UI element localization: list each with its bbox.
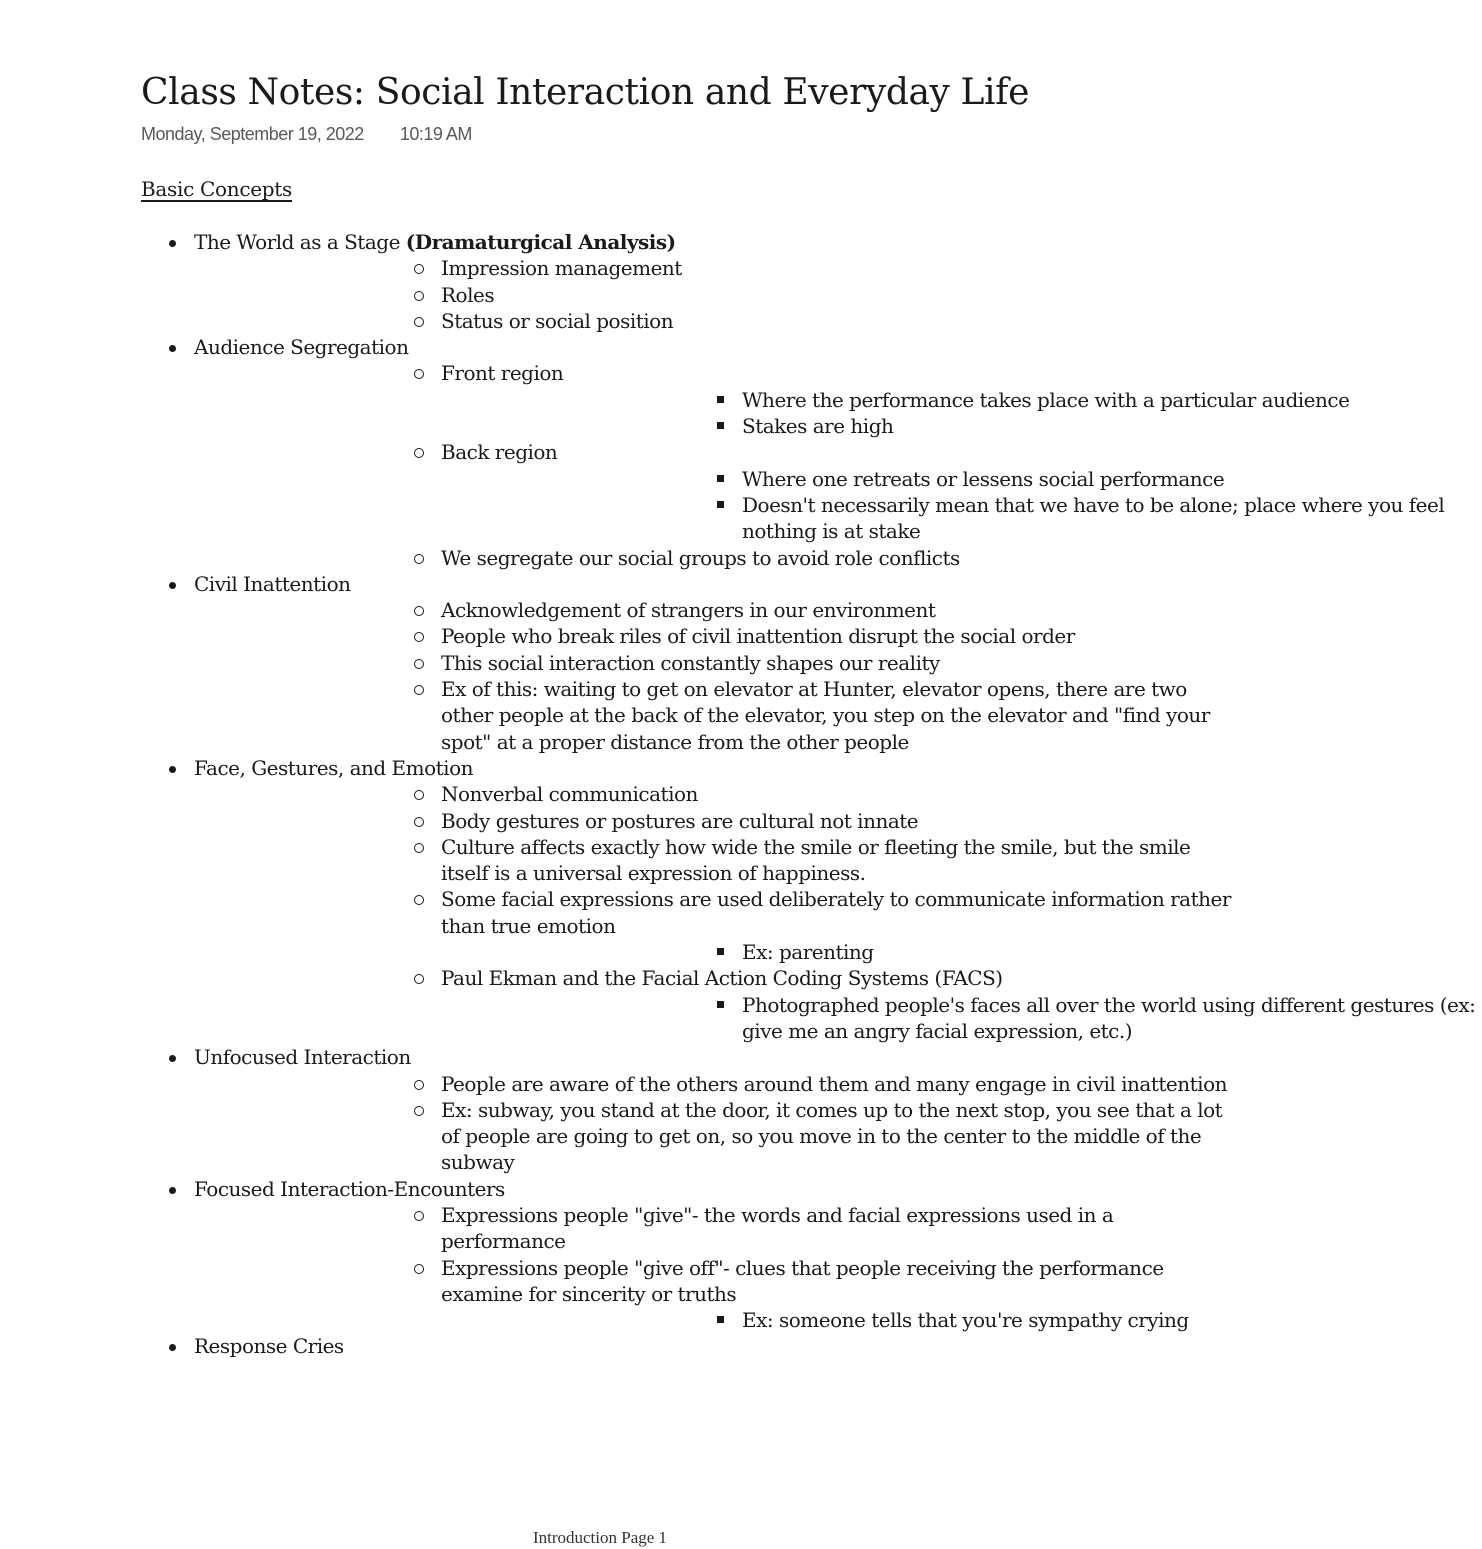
outline-row xyxy=(441,1255,1241,1308)
bullet-circle-icon xyxy=(414,554,424,564)
bullet-circle-icon xyxy=(414,291,424,301)
outline-item-level-2 xyxy=(194,1071,1241,1097)
outline-item-level-2 xyxy=(194,282,1241,308)
bullet-list-level-3 xyxy=(441,1307,1241,1333)
outline-row xyxy=(441,676,1241,755)
bullet-circle-icon xyxy=(414,264,424,274)
outline-item-level-2 xyxy=(194,545,1241,571)
outline-item-text: People are aware of the others around them and many engage in civil inattention xyxy=(441,1071,1227,1096)
bullet-circle-icon xyxy=(414,632,424,642)
bullet-circle-icon xyxy=(414,895,424,905)
outline-item-text: Paul Ekman and the Facial Action Coding Systems (FACS) xyxy=(441,966,1003,991)
outline-row xyxy=(742,939,1482,965)
outline-item-text: Stakes are high xyxy=(742,414,894,439)
outline-row xyxy=(441,308,1241,334)
bullet-disc-icon xyxy=(169,345,176,352)
outline-item-text: Ex: parenting xyxy=(742,940,874,965)
outline-row xyxy=(194,1176,1200,1202)
outline-item-text: Where the performance takes place with a particular audience xyxy=(742,387,1350,412)
page-title: Class Notes: Social Interaction and Everyday Life xyxy=(141,72,1029,113)
bullet-circle-icon xyxy=(414,974,424,984)
outline-row xyxy=(742,387,1482,413)
bullet-circle-icon xyxy=(414,685,424,695)
note-timestamp xyxy=(141,122,472,146)
outline-item-level-2 xyxy=(194,1255,1241,1334)
outline-item-level-2 xyxy=(194,676,1241,755)
outline-row xyxy=(742,992,1482,1045)
outline-row xyxy=(742,492,1482,545)
outline-row xyxy=(742,1307,1482,1333)
outline-item-text: Acknowledgement of strangers in our environment xyxy=(441,598,936,623)
bullet-circle-icon xyxy=(414,317,424,327)
outline-item-text: People who break riles of civil inattention disrupt the social order xyxy=(441,624,1075,649)
bullet-circle-icon xyxy=(414,1106,424,1116)
outline-row xyxy=(441,623,1241,649)
outline-row xyxy=(441,597,1241,623)
outline-row xyxy=(441,965,1241,991)
outline-row xyxy=(194,1333,1200,1359)
outline-item-level-2 xyxy=(194,623,1241,649)
outline-item-text: Photographed people's faces all over the world using different gestures (ex: give me an angry facial expression, etc.) xyxy=(742,992,1476,1043)
outline-row xyxy=(742,413,1482,439)
note-time: 10:19 AM xyxy=(399,124,472,144)
outline-item-text: Roles xyxy=(441,282,495,307)
outline-item-text: Ex: someone tells that you're sympathy crying xyxy=(742,1308,1189,1333)
bullet-list-level-2 xyxy=(194,597,1210,755)
outline-item-level-2 xyxy=(194,965,1476,1044)
outline-item-level-3 xyxy=(441,1307,1482,1333)
outline-item-level-1 xyxy=(0,755,1476,1044)
outline-row xyxy=(441,834,1241,887)
outline-item-level-3 xyxy=(441,466,1482,492)
outline-item-text: Civil Inattention xyxy=(194,571,351,596)
outline-item-text: Body gestures or postures are cultural not innate xyxy=(441,808,919,833)
bullet-list-level-2 xyxy=(194,781,1476,1044)
outline-row xyxy=(194,229,1200,255)
bullet-disc-icon xyxy=(169,582,176,589)
outline-row xyxy=(441,360,1241,386)
outline-item-text: Audience Segregation xyxy=(194,335,409,360)
outline-item-level-2 xyxy=(194,650,1241,676)
outline-row xyxy=(194,1044,1200,1070)
outline-item-level-3 xyxy=(441,939,1482,965)
outline-item-level-1 xyxy=(0,334,1445,571)
bullet-list-level-2 xyxy=(194,255,1200,334)
bullet-list-level-2 xyxy=(194,1071,1227,1176)
outline-item-text: Unfocused Interaction xyxy=(194,1045,411,1070)
bullet-square-icon xyxy=(717,501,724,508)
outline-item-text: Expressions people "give off"- clues that people receiving the performance examine for sincerity or truths xyxy=(441,1255,1164,1306)
bullet-disc-icon xyxy=(169,766,176,773)
outline-item-text: Doesn't necessarily mean that we have to be alone; place where you feel nothing is at stake xyxy=(742,492,1445,544)
bullet-circle-icon xyxy=(414,1264,424,1274)
bullet-circle-icon xyxy=(414,1080,424,1090)
outline-row xyxy=(441,1202,1241,1255)
outline-item-emphasis: (Dramaturgical Analysis) xyxy=(405,230,676,254)
bullet-circle-icon xyxy=(414,790,424,800)
outline-item-level-2 xyxy=(194,255,1241,281)
bullet-list-level-2 xyxy=(194,1202,1200,1333)
bullet-circle-icon xyxy=(414,659,424,669)
outline-item-level-1 xyxy=(0,571,1210,755)
outline-item-level-1 xyxy=(0,1044,1227,1175)
notes-outline xyxy=(0,229,1476,1360)
bullet-list-level-3 xyxy=(441,939,1241,965)
bullet-disc-icon xyxy=(169,1344,176,1351)
bullet-square-icon xyxy=(717,475,724,482)
bullet-circle-icon xyxy=(414,369,424,379)
section-heading: Basic Concepts xyxy=(141,177,293,201)
bullet-square-icon xyxy=(717,1001,724,1008)
outline-row xyxy=(441,255,1241,281)
outline-row xyxy=(441,1097,1241,1176)
outline-item-text: Ex: subway, you stand at the door, it comes up to the next stop, you see that a lot of people are going to get on, so you move in to the center to the middle of the subway xyxy=(441,1097,1223,1175)
outline-item-level-3 xyxy=(441,992,1482,1045)
outline-row xyxy=(194,334,1200,360)
outline-item-level-2 xyxy=(194,781,1241,807)
outline-item-level-3 xyxy=(441,387,1482,413)
outline-row xyxy=(194,571,1200,597)
outline-row xyxy=(441,808,1241,834)
bullet-square-icon xyxy=(717,1316,724,1323)
outline-item-text: Front region xyxy=(441,361,564,386)
bullet-list-level-3 xyxy=(441,992,1476,1045)
bullet-circle-icon xyxy=(414,606,424,616)
outline-item-text: We segregate our social groups to avoid role conflicts xyxy=(441,545,960,570)
outline-item-text: Nonverbal communication xyxy=(441,782,698,807)
outline-row xyxy=(441,886,1241,939)
outline-row xyxy=(441,1071,1241,1097)
bullet-circle-icon xyxy=(414,843,424,853)
bullet-list-level-1 xyxy=(0,229,1476,1360)
outline-item-text: Focused Interaction-Encounters xyxy=(194,1176,505,1201)
note-date: Monday, September 19, 2022 xyxy=(141,124,364,144)
bullet-square-icon xyxy=(717,422,724,429)
outline-item-level-2 xyxy=(194,1097,1241,1176)
outline-item-text: Ex of this: waiting to get on elevator at Hunter, elevator opens, there are two other people at the back of the elevator, you step on the elevator and "find your spot" at a proper distance from the other people xyxy=(441,677,1210,754)
outline-item-level-2 xyxy=(194,834,1241,887)
outline-item-level-2 xyxy=(194,360,1350,439)
outline-item-level-1 xyxy=(0,1176,1200,1334)
outline-item-text: Where one retreats or lessens social performance xyxy=(742,466,1225,491)
outline-item-text: Impression management xyxy=(441,256,682,281)
outline-row xyxy=(441,545,1241,571)
outline-item-level-3 xyxy=(441,413,1482,439)
outline-item-level-2 xyxy=(194,1202,1241,1255)
bullet-list-level-2 xyxy=(194,360,1445,570)
outline-item-text: Culture affects exactly how wide the smile or fleeting the smile, but the smile itself is a universal expression of happiness. xyxy=(441,834,1191,886)
bullet-disc-icon xyxy=(169,1187,176,1194)
outline-item-text: Response Cries xyxy=(194,1334,344,1359)
bullet-square-icon xyxy=(717,396,724,403)
outline-item-text: The World as a Stage xyxy=(194,230,406,254)
outline-row xyxy=(194,755,1200,781)
outline-row xyxy=(441,439,1241,465)
outline-item-level-1 xyxy=(0,229,1200,334)
outline-item-text: Face, Gestures, and Emotion xyxy=(194,755,473,780)
outline-item-level-3 xyxy=(441,492,1482,545)
page-footer: Introduction Page 1 xyxy=(532,1528,668,1547)
bullet-disc-icon xyxy=(169,240,176,247)
bullet-circle-icon xyxy=(414,817,424,827)
bullet-circle-icon xyxy=(414,448,424,458)
outline-item-level-1 xyxy=(0,1333,1200,1359)
bullet-list-level-3 xyxy=(441,466,1445,545)
outline-row xyxy=(441,282,1241,308)
bullet-disc-icon xyxy=(169,1055,176,1062)
outline-item-level-2 xyxy=(194,808,1241,834)
bullet-circle-icon xyxy=(414,1211,424,1221)
outline-item-text: Expressions people "give"- the words and facial expressions used in a performance xyxy=(441,1202,1114,1254)
outline-row xyxy=(742,466,1482,492)
outline-item-level-2 xyxy=(194,886,1241,965)
outline-item-level-2 xyxy=(194,308,1241,334)
bullet-list-level-3 xyxy=(441,387,1350,440)
outline-row xyxy=(441,781,1241,807)
outline-item-text: This social interaction constantly shapes our reality xyxy=(441,650,940,675)
outline-item-level-2 xyxy=(194,439,1445,544)
outline-item-text: Some facial expressions are used deliberately to communicate information rather than true emotion xyxy=(441,887,1231,938)
outline-item-level-2 xyxy=(194,597,1241,623)
outline-item-text: Back region xyxy=(441,440,558,465)
outline-row xyxy=(441,650,1241,676)
bullet-square-icon xyxy=(717,948,724,955)
outline-item-text: Status or social position xyxy=(441,308,674,333)
